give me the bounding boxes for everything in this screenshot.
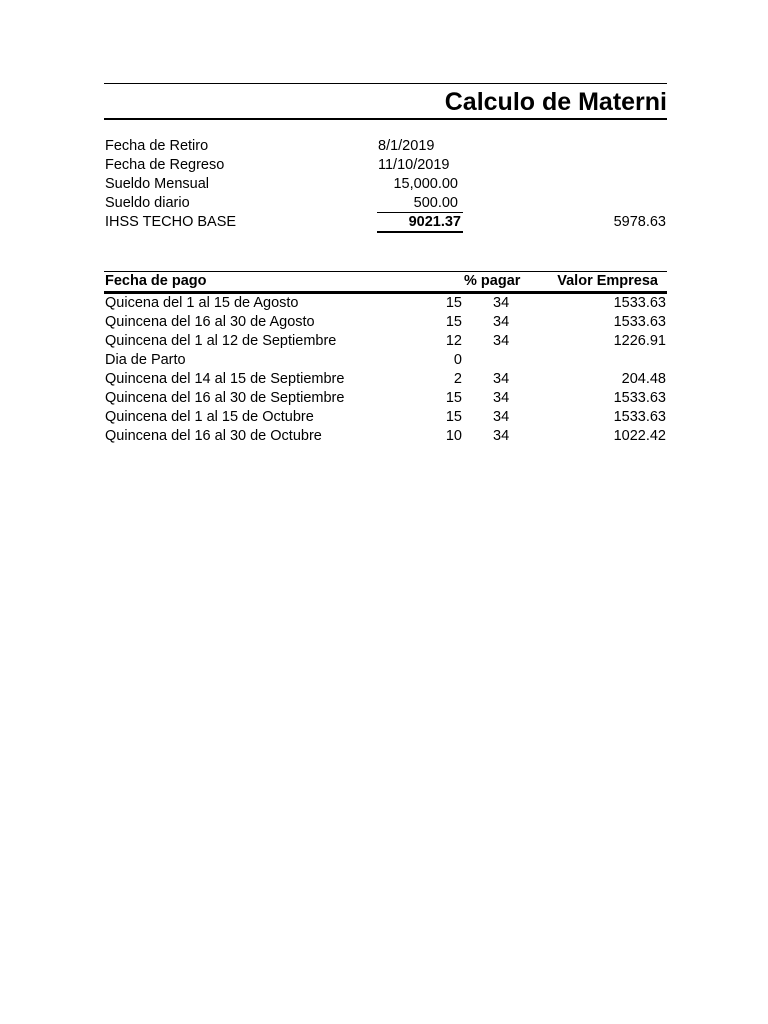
row-days: 15 [445,295,462,311]
row-value: 1533.63 [613,409,666,425]
summary-value: 500.00 [413,195,458,211]
table-row [104,351,667,370]
summary-row-sueldo-diario [104,194,667,213]
spreadsheet-page [104,0,667,1024]
row-value: 1022.42 [613,428,666,444]
page-title: Calculo de Materni [444,88,667,116]
row-percent: 34 [493,428,510,444]
summary-section [104,137,667,232]
row-percent: 34 [493,390,510,406]
table-row [104,294,667,313]
summary-label: Fecha de Retiro [105,138,209,154]
summary-label: Sueldo diario [105,195,190,211]
table-row [104,313,667,332]
table-header [104,271,667,294]
summary-value: 11/10/2019 [378,157,450,173]
summary-label: Fecha de Regreso [105,157,225,173]
summary-value: 8/1/2019 [378,138,435,154]
header-fecha-de-pago: Fecha de pago [105,273,207,289]
row-percent: 34 [493,371,510,387]
row-value: 1533.63 [613,314,666,330]
summary-label: Sueldo Mensual [105,176,209,192]
table-row [104,389,667,408]
summary-value: 15,000.00 [393,176,458,192]
row-description: Quincena del 16 al 30 de Agosto [105,314,315,330]
header-percent-pagar: % pagar [464,273,521,289]
summary-row-fecha-retiro [104,137,667,156]
row-description: Quicena del 1 al 15 de Agosto [105,295,299,311]
row-description: Quincena del 1 al 15 de Octubre [105,409,314,425]
payment-table [104,271,667,446]
row-description: Dia de Parto [105,352,186,368]
row-description: Quincena del 16 al 30 de Septiembre [105,390,345,406]
table-row [104,370,667,389]
row-days: 15 [445,390,462,406]
row-value: 1226.91 [613,333,666,349]
ihss-base-value: 9021.37 [377,212,463,233]
row-percent: 34 [493,409,510,425]
row-percent: 34 [493,314,510,330]
summary-row-sueldo-mensual [104,175,667,194]
row-value: 204.48 [621,371,666,387]
table-row [104,332,667,351]
ihss-difference-value: 5978.63 [613,214,666,230]
row-description: Quincena del 16 al 30 de Octubre [105,428,322,444]
row-percent: 34 [493,333,510,349]
table-row [104,408,667,427]
row-value: 1533.63 [613,295,666,311]
table-row [104,427,667,446]
row-description: Quincena del 14 al 15 de Septiembre [105,371,345,387]
header-valor-empresa: Valor Empresa [557,273,658,289]
row-value: 1533.63 [613,390,666,406]
summary-row-ihss-techo-base [104,213,667,232]
title-underline [104,118,667,120]
row-days: 15 [445,314,462,330]
summary-row-fecha-regreso [104,156,667,175]
row-days: 12 [445,333,462,349]
row-percent: 34 [493,295,510,311]
row-days: 10 [445,428,462,444]
row-days: 15 [445,409,462,425]
top-border-line [104,83,667,84]
row-description: Quincena del 1 al 12 de Septiembre [105,333,337,349]
row-days: 0 [453,352,462,368]
summary-label: IHSS TECHO BASE [105,214,237,230]
row-days: 2 [453,371,462,387]
